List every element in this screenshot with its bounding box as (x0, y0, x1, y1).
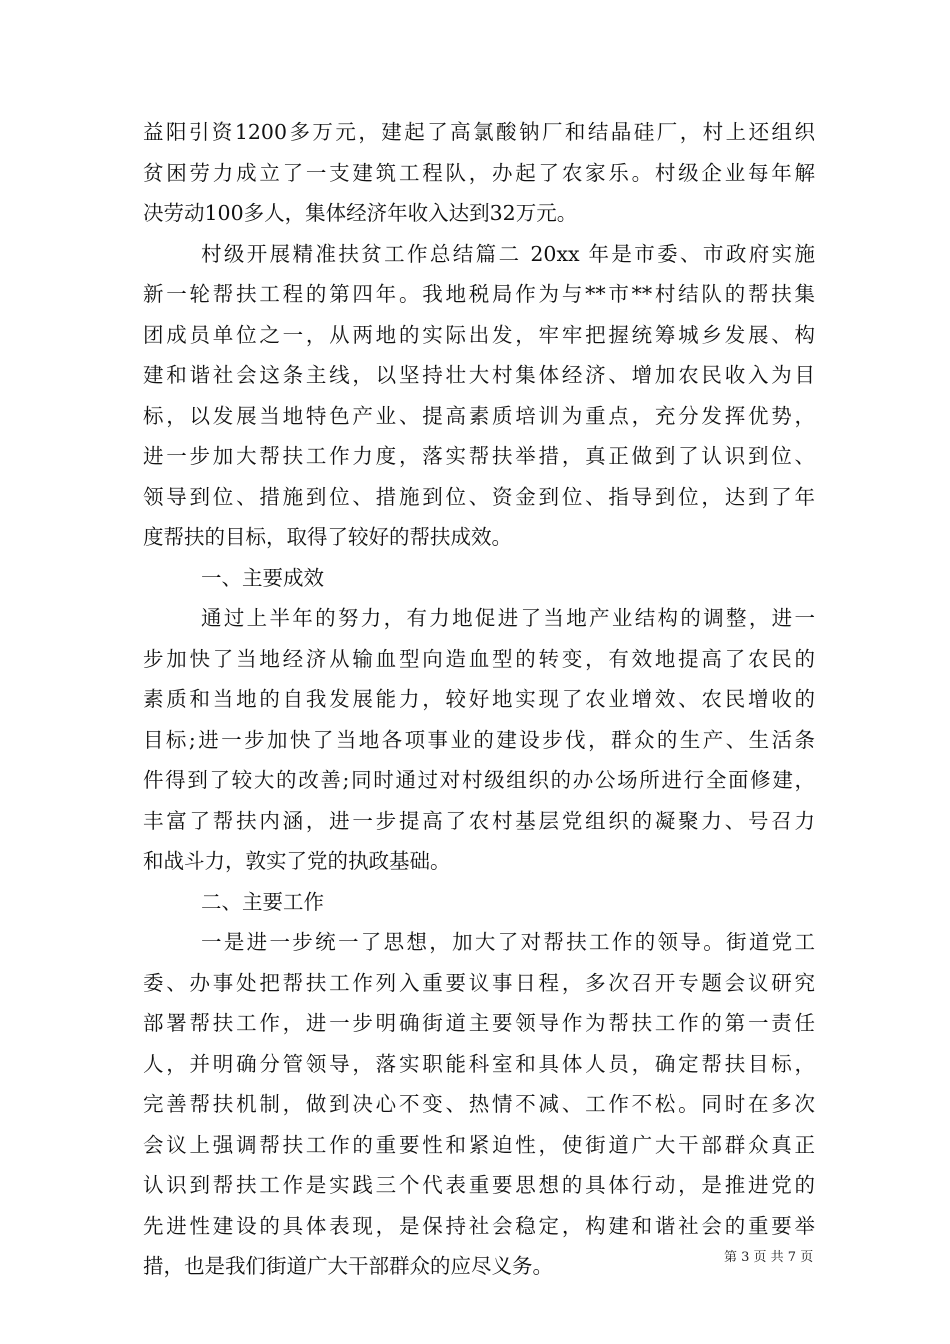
text-line: 会议上强调帮扶工作的重要性和紧迫性，使街道广大干部群众真正 (143, 1132, 815, 1157)
text-line: 标，以发展当地特色产业、提高素质培训为重点，充分发挥优势， (143, 403, 815, 428)
text-line: 完善帮扶机制，做到决心不变、热情不减、工作不松。同时在多次 (143, 1092, 815, 1116)
text-line: 和战斗力，敦实了党的执政基础。 (143, 849, 451, 873)
text-line: 丰富了帮扶内涵，进一步提高了农村基层党组织的凝聚力、号召力 (143, 808, 815, 833)
text-line: 村级开展精准扶贫工作总结篇二 20xx 年是市委、市政府实施 (201, 241, 815, 266)
text-line: 建和谐社会这条主线，以坚持壮大村集体经济、增加农民收入为目 (143, 363, 815, 387)
text-line: 新一轮帮扶工程的第四年。我地税局作为与**市**村结队的帮扶集 (143, 282, 815, 306)
page-number: 第 3 页 共 7 页 (724, 1250, 814, 1265)
text-line: 度帮扶的目标，取得了较好的帮扶成效。 (143, 525, 512, 549)
text-line: 认识到帮扶工作是实践三个代表重要思想的具体行动，是推进党的 (143, 1173, 815, 1197)
text-line: 二、主要工作 (201, 889, 324, 914)
text-line: 通过上半年的努力，有力地促进了当地产业结构的调整，进一 (201, 606, 815, 630)
text-line: 贫困劳力成立了一支建筑工程队，办起了农家乐。村级企业每年解 (143, 160, 815, 185)
text-line: 一是进一步统一了思想，加大了对帮扶工作的领导。街道党工 (201, 930, 815, 954)
text-line: 部署帮扶工作，进一步明确街道主要领导作为帮扶工作的第一责任 (143, 1011, 815, 1035)
text-line: 措，也是我们街道广大干部群众的应尽义务。 (143, 1254, 553, 1278)
document-body (143, 112, 815, 1287)
text-line: 委、办事处把帮扶工作列入重要议事日程，多次召开专题会议研究 (143, 970, 815, 995)
text-line: 件得到了较大的改善;同时通过对村级组织的办公场所进行全面修建， (143, 768, 815, 792)
text-line: 步加快了当地经济从输血型向造血型的转变，有效地提高了农民的 (143, 646, 815, 671)
text-line: 人，并明确分管领导，落实职能科室和具体人员，确定帮扶目标， (143, 1051, 815, 1076)
text-line: 一、主要成效 (201, 565, 324, 590)
text-line: 决劳动100多人，集体经济年收入达到32万元。 (143, 201, 578, 225)
text-line: 领导到位、措施到位、措施到位、资金到位、指导到位，达到了年 (143, 484, 815, 509)
text-line: 素质和当地的自我发展能力，较好地实现了农业增效、农民增收的 (143, 687, 815, 711)
text-line: 目标;进一步加快了当地各项事业的建设步伐，群众的生产、生活条 (143, 727, 815, 752)
text-line: 进一步加大帮扶工作力度，落实帮扶举措，真正做到了认识到位、 (143, 444, 815, 468)
text-line: 先进性建设的具体表现，是保持社会稳定，构建和谐社会的重要举 (143, 1213, 815, 1238)
text-line: 团成员单位之一，从两地的实际出发，牢牢把握统筹城乡发展、构 (143, 322, 815, 347)
text-line: 益阳引资1200多万元，建起了高氯酸钠厂和结晶硅厂，村上还组织 (143, 120, 815, 144)
